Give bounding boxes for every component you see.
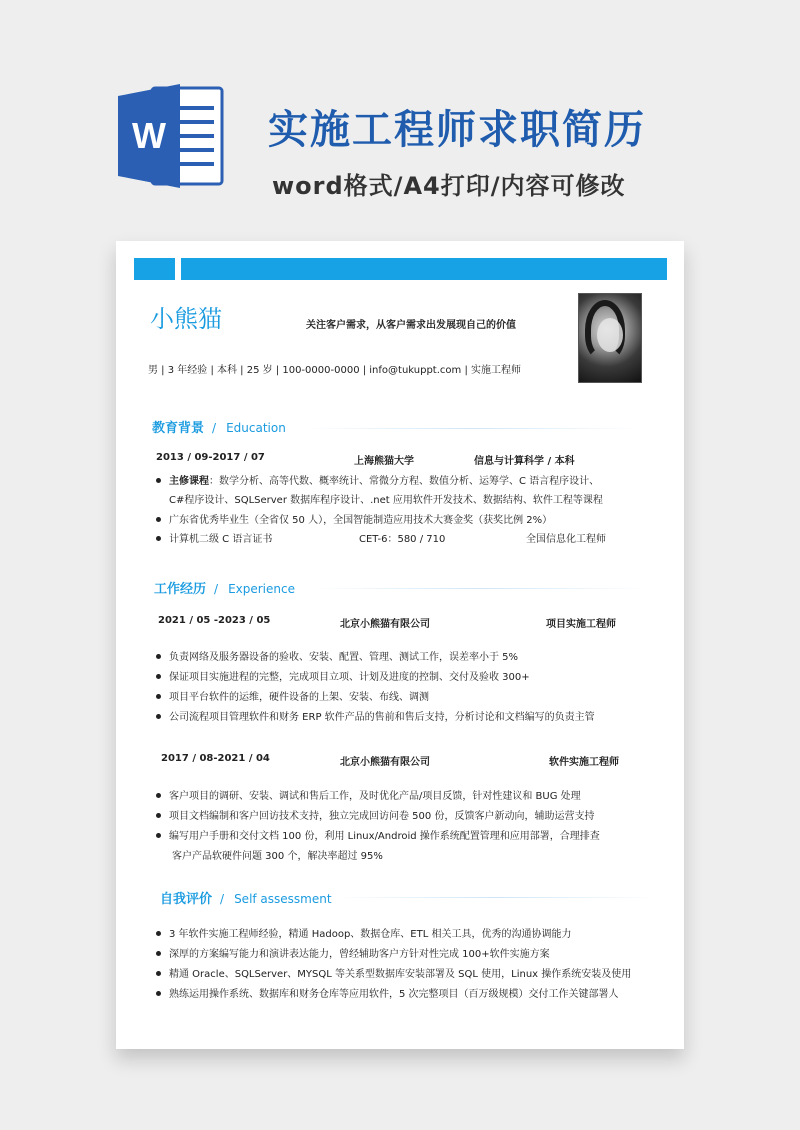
bullet-dot: [156, 951, 161, 956]
self-item-text: 3 年软件实施工程师经验，精通 Hadoop、数据仓库、ETL 相关工具，优秀的沟通协调能力: [169, 929, 572, 940]
edu-course-label: 主修课程: [169, 476, 209, 487]
banner-title: 实施工程师求职简历: [268, 107, 646, 153]
bullet-dot: [156, 478, 161, 483]
self-item: [156, 965, 631, 980]
job-2-item-continuation: 客户产品软硬件问题 300 个，解决率超过 95%: [172, 851, 383, 862]
section-work-title-en: Experience: [228, 582, 295, 596]
bullet-dot: [156, 536, 161, 541]
photo-face-shape: [597, 318, 623, 352]
candidate-photo: [578, 293, 642, 383]
edu-honor-text: 广东省优秀毕业生（全省仅 50 人），全国智能制造应用技术大赛金奖（获奖比例 2%）: [169, 515, 553, 526]
section-education-divider: [306, 428, 636, 429]
self-item-text: 精通 Oracle、SQLServer、MYSQL 等关系型数据库安装部署及 SQL 使用，Linux 操作系统安装及使用: [169, 969, 632, 980]
job-2-item: [156, 787, 581, 802]
edu-school: 上海熊猫大学: [354, 456, 414, 467]
job-2-item-text: 项目文档编制和客户回访技术支持，独立完成回访问卷 500 份，反馈客户新动向，辅助运营支持: [169, 811, 595, 822]
job-1-item: [156, 648, 518, 663]
job-1-item-text: 公司流程项目管理软件和财务 ERP 软件产品的售前和售后支持，分析讨论和文档编写的负责主管: [169, 712, 595, 723]
job-1-item: [156, 708, 595, 723]
section-work-title: 工作经历: [154, 582, 207, 597]
job-1-role: 项目实施工程师: [546, 619, 616, 630]
bullet-dot: [156, 931, 161, 936]
resume-page: [116, 241, 684, 1049]
bullet-dot: [156, 793, 161, 798]
job-2-role: 软件实施工程师: [549, 757, 619, 768]
word-document-icon: [118, 80, 228, 192]
job-1-item-text: 负责网络及服务器设备的验收、安装、配置、管理、测试工作，误差率小于 5%: [169, 652, 519, 663]
edu-course-item: [156, 472, 599, 487]
bullet-dot: [156, 991, 161, 996]
top-accent-bar-left: [134, 258, 175, 280]
top-accent-bar-right: [181, 258, 667, 280]
job-2-item: [156, 807, 594, 822]
job-1-period: 2021 / 05 -2023 / 05: [158, 615, 271, 626]
section-work-divider: [316, 588, 646, 589]
candidate-info: 男 | 3 年经验 | 本科 | 25 岁 | 100-0000-0000 | info@tukuppt.com | 实施工程师: [148, 365, 521, 376]
bullet-dot: [156, 833, 161, 838]
candidate-motto: 关注客户需求，从客户需求出发展现自己的价值: [306, 320, 516, 331]
job-2-company: 北京小熊猫有限公司: [340, 757, 430, 768]
self-item: [156, 925, 571, 940]
bullet-dot: [156, 971, 161, 976]
section-education-slash: /: [212, 421, 217, 435]
section-self-heading: [160, 888, 332, 907]
job-1-item: [156, 668, 530, 683]
word-logo-letter: W: [132, 115, 166, 156]
section-self-slash: /: [220, 892, 225, 906]
section-education-title: 教育背景: [152, 421, 205, 436]
job-1-company: 北京小熊猫有限公司: [340, 619, 430, 630]
job-1-item-text: 项目平台软件的运维，硬件设备的上架、安装、布线、调测: [169, 692, 429, 703]
bullet-dot: [156, 694, 161, 699]
bullet-dot: [156, 674, 161, 679]
self-item-text: 熟练运用操作系统、数据库和财务仓库等应用软件，5 次完整项目（百万级规模）交付工作关键部署人: [169, 989, 619, 1000]
section-education-heading: [152, 417, 286, 436]
bullet-dot: [156, 813, 161, 818]
banner-subtitle: word格式/A4打印/内容可修改: [272, 172, 626, 200]
section-self-title-en: Self assessment: [234, 892, 332, 906]
candidate-name: 小熊猫: [150, 305, 222, 333]
edu-cert-2: CET-6：580 / 710: [359, 534, 446, 545]
job-2-item-text: 编写用户手册和交付文档 100 份，利用 Linux/Android 操作系统配置管理和应用部署，合理排查: [169, 831, 600, 842]
job-1-item-text: 保证项目实施进程的完整，完成项目立项、计划及进度的控制、交付及验收 300+: [169, 672, 530, 683]
edu-cert-3: 全国信息化工程师: [526, 534, 606, 545]
section-work-heading: [154, 578, 295, 597]
edu-course-text-cont: C#程序设计、SQLServer 数据库程序设计、.net 应用软件开发技术、数据结构、软件工程等课程: [169, 495, 603, 506]
job-2-period: 2017 / 08-2021 / 04: [161, 753, 270, 764]
job-2-item: [156, 827, 600, 842]
section-education-title-en: Education: [226, 421, 286, 435]
self-item: [156, 945, 550, 960]
self-item: [156, 985, 619, 1000]
edu-honor-item: [156, 511, 552, 526]
edu-cert-1: 计算机二级 C 语言证书: [169, 534, 273, 545]
job-2-item-text: 客户项目的调研、安装、调试和售后工作，及时优化产品/项目反馈，针对性建议和 BUG 处理: [169, 791, 581, 802]
edu-period: 2013 / 09-2017 / 07: [156, 452, 265, 463]
bullet-dot: [156, 654, 161, 659]
section-self-divider: [336, 897, 656, 898]
bullet-dot: [156, 517, 161, 522]
edu-major: 信息与计算科学 / 本科: [474, 456, 575, 467]
section-self-title: 自我评价: [160, 892, 213, 907]
self-item-text: 深厚的方案编写能力和演讲表达能力，曾经辅助客户方针对性完成 100+软件实施方案: [169, 949, 550, 960]
bullet-dot: [156, 714, 161, 719]
edu-course-text: ：数学分析、高等代数、概率统计、常微分方程、数值分析、运筹学、C 语言程序设计、: [209, 476, 600, 487]
section-work-slash: /: [214, 582, 219, 596]
job-1-item: [156, 688, 429, 703]
edu-cert-item: [156, 530, 272, 545]
